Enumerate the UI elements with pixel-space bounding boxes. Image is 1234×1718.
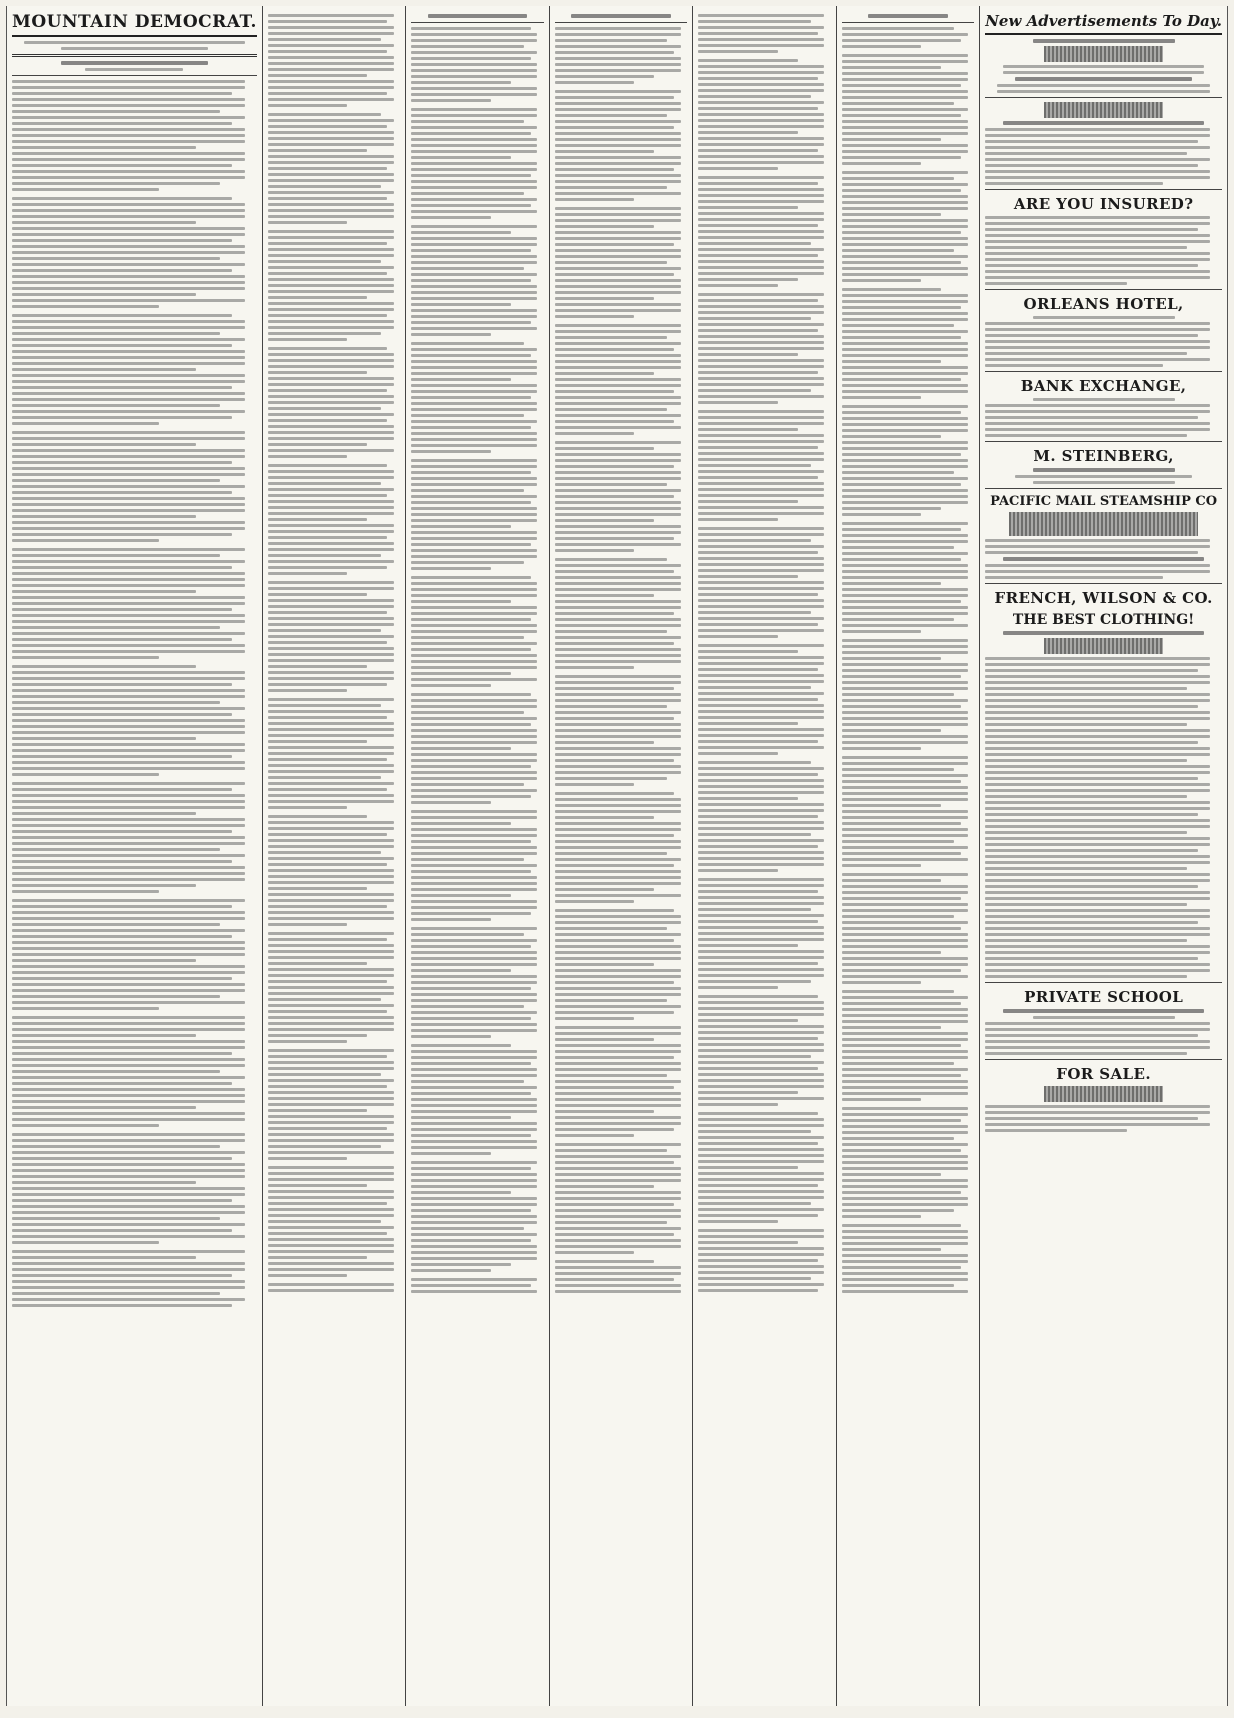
article-body-3 <box>411 27 543 1293</box>
article-body-6 <box>842 27 974 1293</box>
column-6 <box>837 6 980 1706</box>
ad-woodcut-icon <box>1044 46 1162 62</box>
ad-school-heading: PRIVATE SCHOOL <box>1024 988 1184 1006</box>
column-1 <box>7 6 263 1706</box>
masthead: MOUNTAIN DEMOCRAT. <box>12 12 257 37</box>
column-ads <box>980 6 1227 1706</box>
article-body-5 <box>698 14 830 1292</box>
clothing-woodcut-icon <box>1044 638 1162 654</box>
ad-bank-heading: BANK EXCHANGE, <box>1020 377 1187 395</box>
article-body-4 <box>555 27 687 1293</box>
column-2 <box>263 6 406 1706</box>
column-5 <box>693 6 836 1706</box>
newspaper-page <box>6 6 1228 1706</box>
ad-orleans-heading: ORLEANS HOTEL, <box>1023 295 1184 313</box>
ad-french-heading: FRENCH, WILSON & CO. <box>994 589 1213 607</box>
house-woodcut-icon <box>1044 1086 1162 1102</box>
ad-insured-heading: ARE YOU INSURED? <box>1013 195 1194 213</box>
ad-steinberg-heading: M. STEINBERG, <box>1033 447 1174 465</box>
ad-forsale-heading: FOR SALE. <box>1056 1065 1151 1083</box>
column-4 <box>550 6 693 1706</box>
article-body-2 <box>268 14 400 1292</box>
ads-header: New Advertisements To Day. <box>985 12 1222 35</box>
article-body-1 <box>12 80 257 1307</box>
steamship-woodcut-icon <box>1009 512 1198 536</box>
ad-clothing-heading: THE BEST CLOTHING! <box>1012 612 1195 628</box>
medical-hall-woodcut-icon <box>1044 102 1162 118</box>
column-3 <box>406 6 549 1706</box>
ad-pacific-heading: PACIFIC MAIL STEAMSHIP CO <box>990 494 1218 509</box>
